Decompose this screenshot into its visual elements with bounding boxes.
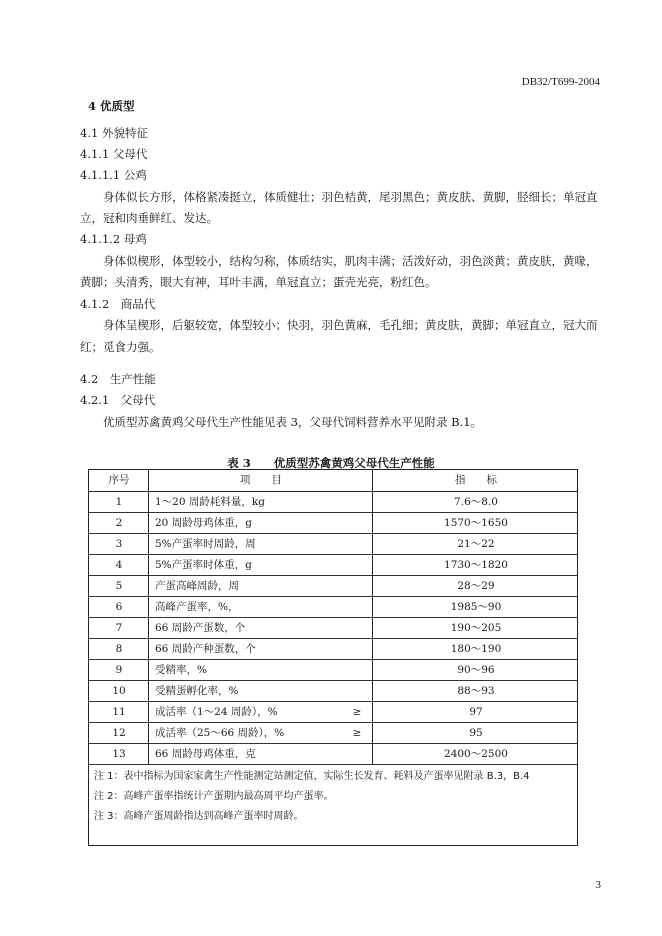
row-comparator xyxy=(345,681,369,702)
table-row xyxy=(89,576,577,597)
row-comparator xyxy=(345,534,369,555)
row-item: 66 周龄产蛋数，个 xyxy=(155,622,246,634)
row-item: 高峰产蛋率，%， xyxy=(155,601,239,613)
row-comparator xyxy=(345,576,369,597)
table-row xyxy=(89,618,577,639)
row-item: 66 周龄母鸡体重，克 xyxy=(155,748,256,760)
row-item: 受精蛋孵化率，% xyxy=(155,685,239,697)
table-row xyxy=(89,702,577,723)
row-value: 95 xyxy=(469,727,483,739)
section-4-1-2-heading: 4.1.2 商品代 xyxy=(80,297,156,311)
row-value: 7.6～8.0 xyxy=(454,496,498,508)
header-no: 序号 xyxy=(108,474,130,486)
row-value: 21～22 xyxy=(457,538,495,550)
row-number: 13 xyxy=(112,748,126,760)
row-value: 28～29 xyxy=(457,580,495,592)
header-index: 指 标 xyxy=(455,474,497,486)
row-comparator xyxy=(345,639,369,660)
header-item: 项 目 xyxy=(240,474,282,486)
row-value: 2400～2500 xyxy=(444,748,508,760)
row-value: 88～93 xyxy=(457,685,495,697)
column-divider-2 xyxy=(372,470,373,765)
table-row xyxy=(89,555,577,576)
row-value: 1730～1820 xyxy=(444,559,508,571)
row-number: 3 xyxy=(115,538,123,550)
row-number: 4 xyxy=(115,559,123,571)
performance-table xyxy=(88,469,578,846)
row-item: 1～20 周龄耗料量，kg xyxy=(155,496,265,508)
section-4-heading: 4 优质型 xyxy=(88,99,135,113)
row-value: 1570～1650 xyxy=(444,517,508,529)
row-number: 10 xyxy=(112,685,126,697)
row-number: 5 xyxy=(115,580,123,592)
section-4-1-heading: 4.1 外貌特征 xyxy=(80,126,148,140)
table-note-1: 注 1：表中指标为国家家禽生产性能测定站测定值，实际生长发育、耗料及产蛋率见附录 B.3，B.4 xyxy=(94,771,530,782)
row-item: 成活率（1～24 周龄），% xyxy=(155,706,278,718)
hen-paragraph-line1: 身体似楔形，体型较小，结构匀称，体质结实，肌肉丰满；活泼好动，羽色淡黄；黄皮肤，黄喙， xyxy=(103,254,598,268)
row-item: 5%产蛋率时周龄，周 xyxy=(155,538,256,550)
section-4-2-1-heading: 4.2.1 父母代 xyxy=(80,393,156,407)
row-number: 2 xyxy=(115,517,123,529)
row-value: 190～205 xyxy=(450,622,502,634)
row-item: 5%产蛋率时体重，g xyxy=(155,559,252,571)
row-number: 12 xyxy=(112,727,126,739)
table-row xyxy=(89,534,577,555)
row-number: 6 xyxy=(115,601,123,613)
row-comparator xyxy=(345,513,369,534)
rooster-paragraph-line1: 身体似长方形，体格紧凑挺立，体质健壮；羽色桔黄，尾羽黑色；黄皮肤、黄脚，胫细长；单冠直 xyxy=(103,190,598,204)
table-row xyxy=(89,639,577,660)
table-caption: 表 3 优质型苏禽黄鸡父母代生产性能 xyxy=(227,456,435,470)
row-comparator xyxy=(345,618,369,639)
row-value: 97 xyxy=(469,706,483,718)
table-note-2: 注 2：高峰产蛋率指统计产蛋期内最高周平均产蛋率。 xyxy=(94,791,334,802)
table-row xyxy=(89,723,577,744)
row-number: 1 xyxy=(115,496,123,508)
section-4-1-1-2-heading: 4.1.1.2 母鸡 xyxy=(80,232,147,246)
section-4-1-1-1-heading: 4.1.1.1 公鸡 xyxy=(80,168,147,182)
row-comparator xyxy=(345,492,369,513)
row-item: 受精率，% xyxy=(155,664,207,676)
section-4-2-heading: 4.2 生产性能 xyxy=(80,372,156,386)
table-row xyxy=(89,744,577,765)
table-row xyxy=(89,681,577,702)
parent-performance-paragraph: 优质型苏禽黄鸡父母代生产性能见表 3，父母代饲料营养水平见附录 B.1。 xyxy=(103,415,483,429)
table-notes xyxy=(89,767,577,827)
table-row xyxy=(89,660,577,681)
row-value: 180～190 xyxy=(450,643,502,655)
row-value: 90～96 xyxy=(457,664,495,676)
column-divider-1 xyxy=(148,470,149,765)
table-row xyxy=(89,513,577,534)
commercial-paragraph-line1: 身体呈楔形，后躯较宽，体型较小；快羽，羽色黄麻，毛孔细；黄皮肤，黄脚；单冠直立，冠大而 xyxy=(103,318,598,332)
rooster-paragraph-line2: 立，冠和肉垂鲜红、发达。 xyxy=(80,211,218,225)
row-comparator: ≥ xyxy=(352,706,362,718)
row-comparator xyxy=(345,555,369,576)
hen-paragraph-line2: 黄脚；头清秀，眼大有神，耳叶丰满，单冠直立；蛋壳光亮，粉红色。 xyxy=(80,275,437,289)
row-item: 成活率（25～66 周龄），% xyxy=(155,727,285,739)
row-number: 9 xyxy=(115,664,123,676)
row-number: 11 xyxy=(112,706,126,718)
row-value: 1985～90 xyxy=(450,601,502,613)
row-comparator: ≥ xyxy=(352,727,362,739)
table-row xyxy=(89,492,577,513)
row-item: 产蛋高峰周龄，周 xyxy=(155,580,239,592)
table-row xyxy=(89,597,577,618)
table-header-row xyxy=(89,470,577,492)
table-note-3: 注 3：高峰产蛋周龄指达到高峰产蛋率时周龄。 xyxy=(94,811,304,822)
section-4-1-1-heading: 4.1.1 父母代 xyxy=(80,147,148,161)
row-number: 7 xyxy=(115,622,123,634)
document-code: DB32/T699-2004 xyxy=(521,76,600,88)
row-number: 8 xyxy=(115,643,123,655)
row-comparator xyxy=(345,744,369,765)
page-number: 3 xyxy=(595,879,601,891)
commercial-paragraph-line2: 红；觅食力强。 xyxy=(80,340,161,354)
row-item: 66 周龄产种蛋数，个 xyxy=(155,643,256,655)
row-comparator xyxy=(345,597,369,618)
row-comparator xyxy=(345,660,369,681)
row-item: 20 周龄母鸡体重，g xyxy=(155,517,252,529)
